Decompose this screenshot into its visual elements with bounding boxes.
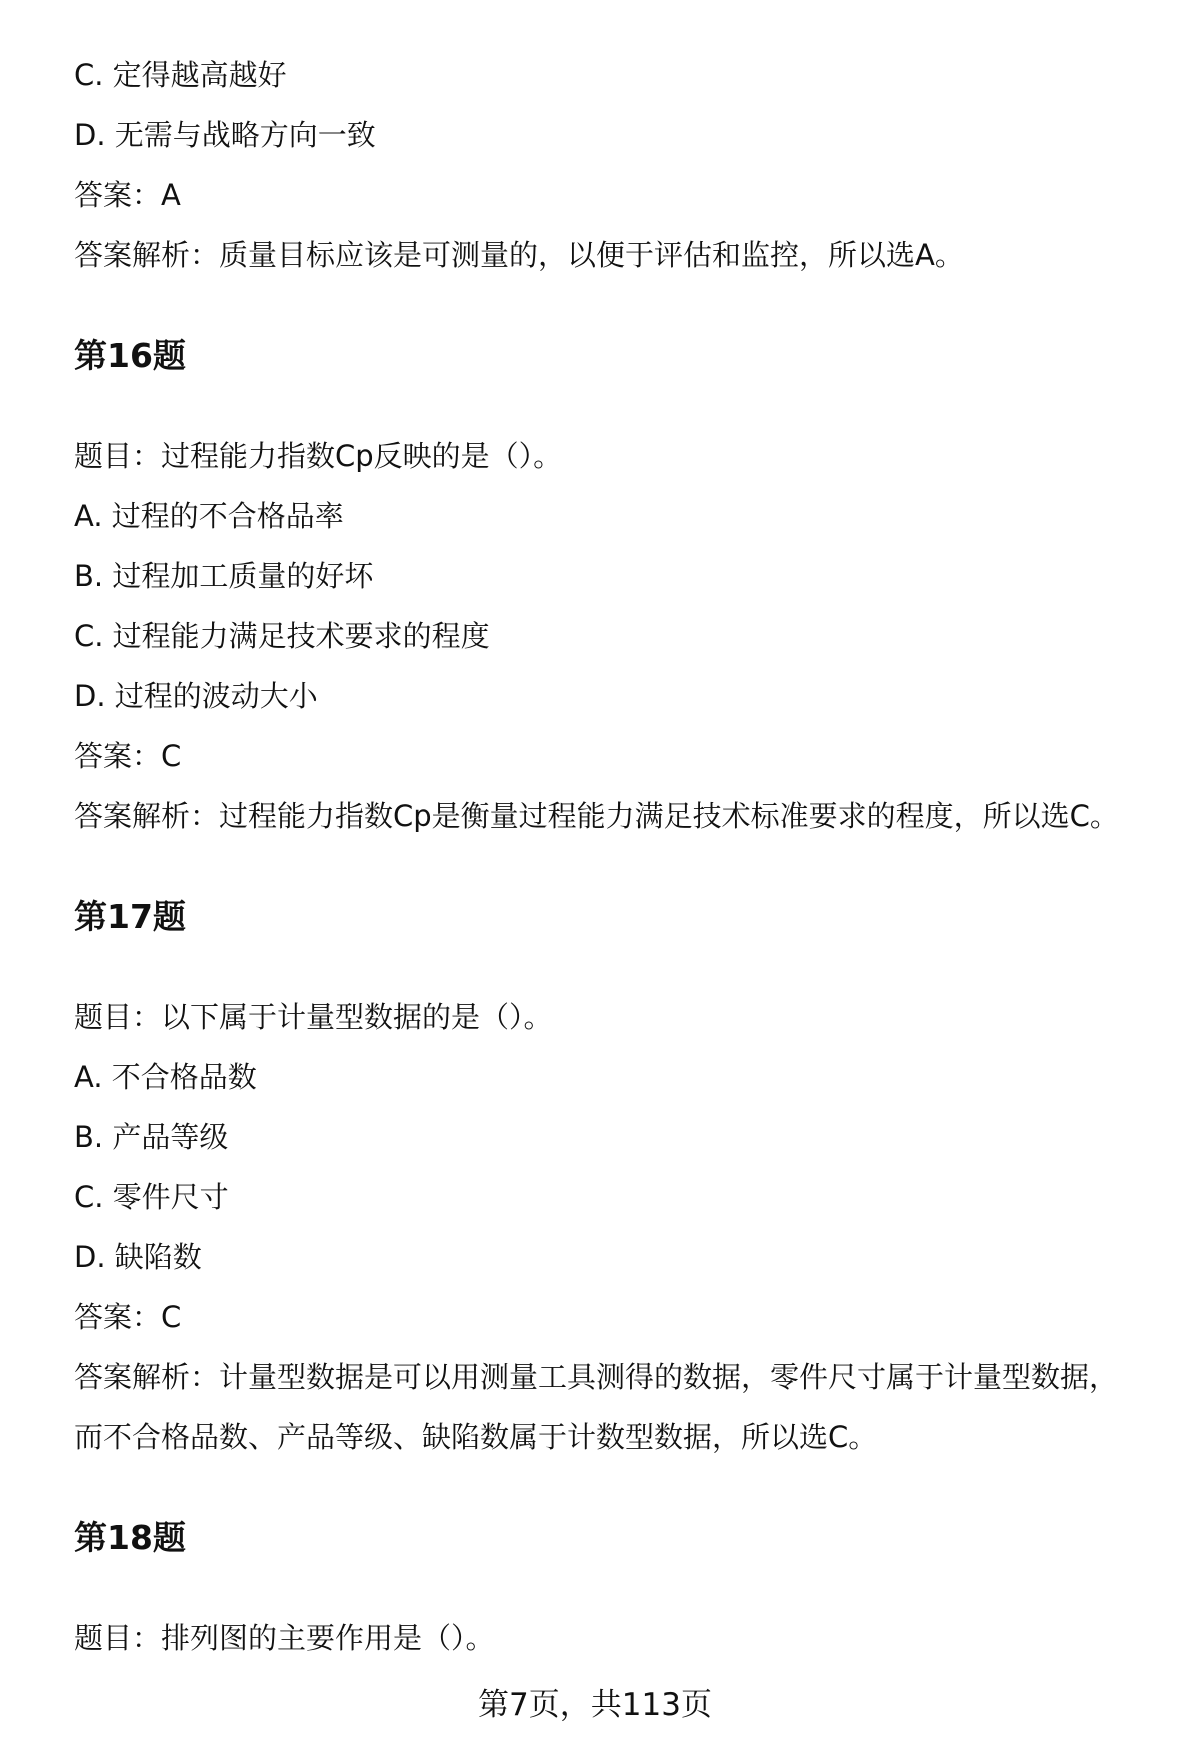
q17-answer: 答案：C [74,1300,182,1334]
q16-question: 题目：过程能力指数Cp反映的是（）。 [74,439,563,473]
q17-option-c: C. 零件尺寸 [74,1180,229,1214]
q18-question: 题目：排列图的主要作用是（）。 [74,1621,495,1655]
q16-explanation: 答案解析：过程能力指数Cp是衡量过程能力满足技术标准要求的程度，所以选C。 [74,799,1119,833]
prev-answer: 答案：A [74,178,181,212]
q16-option-d: D. 过程的波动大小 [74,679,318,713]
q16-option-c: C. 过程能力满足技术要求的程度 [74,619,490,653]
q17-option-d: D. 缺陷数 [74,1240,202,1274]
prev-explanation: 答案解析：质量目标应该是可测量的，以便于评估和监控，所以选A。 [74,238,964,272]
q17-heading: 第17题 [74,897,186,936]
q17-explanation-line1: 答案解析：计量型数据是可以用测量工具测得的数据，零件尺寸属于计量型数据， [74,1360,1119,1394]
q18-heading: 第18题 [74,1518,186,1557]
q17-option-a: A. 不合格品数 [74,1060,257,1094]
page-number-footer: 第7页，共113页 [478,1687,712,1723]
q17-option-b: B. 产品等级 [74,1120,229,1154]
q16-option-b: B. 过程加工质量的好坏 [74,559,374,593]
q16-heading: 第16题 [74,336,186,375]
q17-question: 题目：以下属于计量型数据的是（）。 [74,1000,553,1034]
prev-option-c: C. 定得越高越好 [74,58,287,92]
q16-option-a: A. 过程的不合格品率 [74,499,344,533]
q17-explanation-line2: 而不合格品数、产品等级、缺陷数属于计数型数据，所以选C。 [74,1420,878,1454]
prev-option-d: D. 无需与战略方向一致 [74,118,376,152]
q16-answer: 答案：C [74,739,182,773]
